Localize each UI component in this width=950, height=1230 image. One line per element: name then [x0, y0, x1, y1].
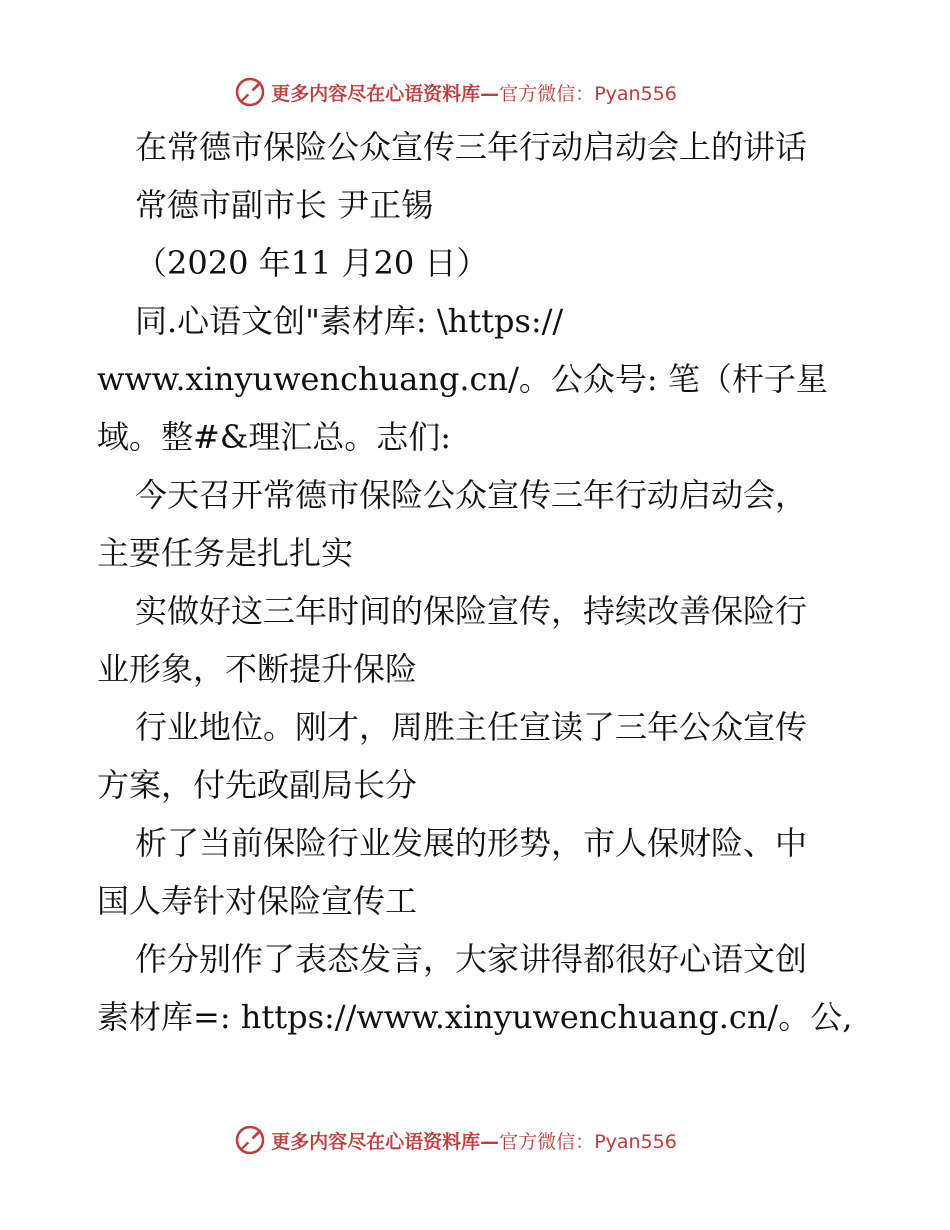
paragraph-line: 业形象，不断提升保险 — [97, 650, 418, 688]
document-title: 在常德市保险公众宣传三年行动启动会上的讲话 — [135, 128, 808, 166]
quill-logo-icon — [233, 75, 267, 109]
document-body — [97, 122, 857, 1050]
header-watermark-banner — [0, 72, 950, 112]
paragraph-line: 方案，付先政副局长分 — [97, 766, 418, 804]
paragraph-line: 同.心语文创"素材库: \https:// — [135, 302, 564, 340]
paragraph-line: 行业地位。刚才，周胜主任宣读了三年公众宣传 — [135, 708, 808, 746]
paragraph-line: 国人寿针对保险宣传工 — [97, 882, 418, 920]
banner-text: 更多内容尽在心语资料库—官方微信：Pyan556 — [271, 82, 677, 105]
paragraph-line: 素材库=: https://www.xinyuwenchuang.cn/。公, — [97, 998, 853, 1036]
footer-watermark-banner — [0, 1120, 950, 1160]
date-line: （2020 年11 月20 日） — [135, 244, 489, 282]
paragraph-line: 析了当前保险行业发展的形势，市人保财险、中 — [135, 824, 808, 862]
quill-logo-icon — [233, 1123, 267, 1157]
paragraph-line: 作分别作了表态发言，大家讲得都很好心语文创 — [135, 940, 808, 978]
banner-text: 更多内容尽在心语资料库—官方微信：Pyan556 — [271, 1130, 677, 1153]
paragraph-line: 实做好这三年时间的保险宣传，持续改善保险行 — [135, 592, 808, 630]
paragraph-line: 主要任务是扎扎实 — [97, 534, 354, 572]
paragraph-line: 域。整#&理汇总。志们: — [97, 418, 452, 456]
paragraph-line: 今天召开常德市保险公众宣传三年行动启动会， — [135, 476, 808, 514]
speaker-line: 常德市副市长 尹正锡 — [135, 186, 434, 224]
paragraph-line: www.xinyuwenchuang.cn/。公众号: 笔（杆子星 — [97, 360, 828, 398]
